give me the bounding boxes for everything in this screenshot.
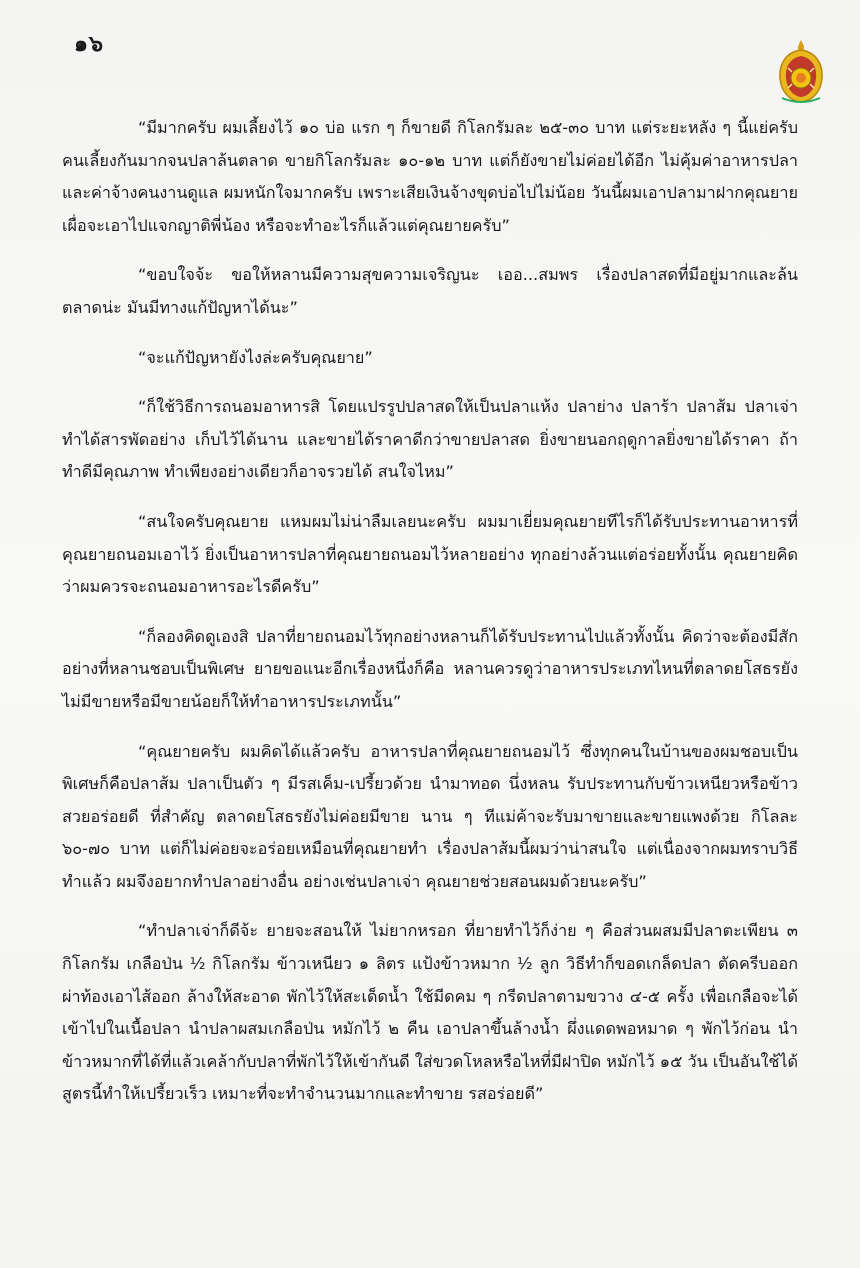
paragraph: “ขอบใจจ้ะ ขอให้หลานมีความสุขความเจริญนะ เออ...สมพร เรื่องปลาสดที่มีอยู่มากและล้นตลาดน่ะ มันมีทางแก้ปัญหาได้นะ”: [62, 265, 798, 317]
paragraph: “ก็ลองคิดดูเองสิ ปลาที่ยายถนอมไว้ทุกอย่างหลานก็ได้รับประทานไปแล้วทั้งนั้น คิดว่าจะต้องมีสักอย่างที่หลานชอบเป็นพิเศษ ยายขอแนะอีกเรื่องหนึ่งก็คือ หลานควรดูว่าอาหารประเภทไหนที่ตลาดยโสธรยังไม่มีขายหรือมีขายน้อยก็ให้ทำอาหารประเภทนั้น”: [62, 626, 798, 711]
paragraph: “ทำปลาเจ่าก็ดีจ้ะ ยายจะสอนให้ ไม่ยากหรอก ที่ยายทำไว้ก็ง่าย ๆ คือส่วนผสมมีปลาตะเพียน ๓ กิโลกรัม เกลือป่น ½ กิโลกรัม ข้าวเหนียว ๑ ลิตร แป้งข้าวหมาก ½ ลูก วิธีทำก็ขอดเกล็ดปลา ตัดครีบออก ผ่าท้องเอาไส้ออก ล้างให้สะอาด พักไว้ให้สะเด็ดน้ำ ใช้มีดคม ๆ กรีดปลาตามขวาง ๔-๕ ครั้ง เพื่อเกลือจะได้เข้าไปในเนื้อปลา นำปลาผสมเกลือป่น หมักไว้ ๒ คืน เอาปลาขึ้นล้างน้ำ ผึ่งแดดพอหมาด ๆ พักไว้ก่อน นำข้าวหมากที่ได้ที่แล้วเคล้ากับปลาที่พักไว้ให้เข้ากันดี ใส่ขวดโหลหรือไหที่มีฝาปิด หมักไว้ ๑๕ วัน เป็นอันใช้ได้ สูตรนี้ทำให้เปรี้ยวเร็ว เหมาะที่จะทำจำนวนมากและทำขาย รสอร่อยดี”: [62, 921, 798, 1104]
school-emblem-icon: [774, 38, 828, 104]
paragraph: “มีมากครับ ผมเลี้ยงไว้ ๑๐ บ่อ แรก ๆ ก็ขายดี กิโลกรัมละ ๒๕-๓๐ บาท แต่ระยะหลัง ๆ นี้แย่ครับ คนเลี้ยงกันมากจนปลาล้นตลาด ขายกิโลกรัมละ ๑๐-๑๒ บาท แต่ก็ยังขายไม่ค่อยได้อีก ไม่คุ้มค่าอาหารปลาและค่าจ้างคนงานดูแล ผมหนักใจมากครับ เพราะเสียเงินจ้างขุดบ่อไปไม่น้อย วันนี้ผมเอาปลามาฝากคุณยาย เผื่อจะเอาไปแจกญาติพี่น้อง หรือจะทำอะไรก็แล้วแต่คุณยายครับ”: [62, 118, 798, 235]
paragraph: “จะแก้ปัญหายังไงล่ะครับคุณยาย”: [138, 347, 373, 367]
paragraph: “ก็ใช้วิธีการถนอมอาหารสิ โดยแปรรูปปลาสดให้เป็นปลาแห้ง ปลาย่าง ปลาร้า ปลาส้ม ปลาเจ่า ทำได้สารพัดอย่าง เก็บไว้ได้นาน และขายได้ราคาดีกว่าขายปลาสด ยิ่งขายนอกฤดูกาลยิ่งขายได้ราคา ถ้าทำดีมีคุณภาพ ทำเพียงอย่างเดียวก็อาจรวยได้ สนใจไหม”: [62, 397, 798, 482]
body-text: [62, 112, 798, 1111]
paragraph: “คุณยายครับ ผมคิดได้แล้วครับ อาหารปลาที่คุณยายถนอมไว้ ซึ่งทุกคนในบ้านของผมชอบเป็นพิเศษก็คือปลาส้ม ปลาเป็นตัว ๆ มีรสเค็ม-เปรี้ยวด้วย นำมาทอด นึ่งหลน รับประทานกับข้าวเหนียวหรือข้าวสวยอร่อยดี ที่สำคัญ ตลาดยโสธรยังไม่ค่อยมีขาย นาน ๆ ทีแม่ค้าจะรับมาขายและขายแพงด้วย กิโลละ ๖๐-๗๐ บาท แต่ก็ไม่ค่อยจะอร่อยเหมือนที่คุณยายทำ เรื่องปลาส้มนี้ผมว่าน่าสนใจ แต่เนื่องจากผมทราบวิธีทำแล้ว ผมจึงอยากทำปลาอย่างอื่น อย่างเช่นปลาเจ่า คุณยายช่วยสอนผมด้วยนะครับ”: [62, 741, 798, 891]
paragraph: “สนใจครับคุณยาย แหมผมไม่น่าลืมเลยนะครับ ผมมาเยี่ยมคุณยายทีไรก็ได้รับประทานอาหารที่คุณยายถนอมเอาไว้ ยิ่งเป็นอาหารปลาที่คุณยายถนอมไว้หลายอย่าง ทุกอย่างล้วนแต่อร่อยทั้งนั้น คุณยายคิดว่าผมควรจะถนอมอาหารอะไรดีครับ”: [62, 511, 798, 597]
page-number: ๑๖: [74, 32, 104, 57]
